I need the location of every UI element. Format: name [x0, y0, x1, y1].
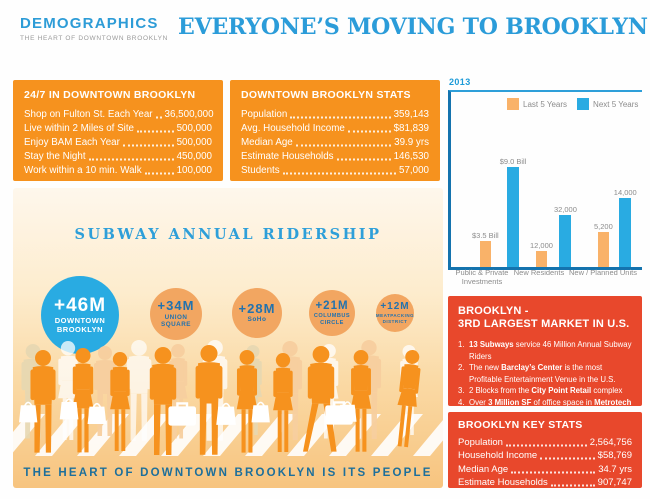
page-title: EVERYONE’S MOVING TO BROOKLYN	[178, 14, 648, 40]
stat-label: Estimate Households	[458, 477, 548, 488]
ridership-value: +12M	[380, 300, 410, 312]
ridership-circle	[232, 288, 282, 338]
stats-box-downtown-heading: DOWNTOWN BROOKLYN STATS	[241, 89, 411, 101]
stat-label: Live within 2 Miles of Site	[24, 123, 134, 134]
stat-value: 36,500,000	[164, 109, 214, 120]
dotted-leader	[348, 131, 391, 133]
bar-value-label: 5,200	[594, 222, 613, 231]
stat-row	[458, 476, 632, 490]
market-box-heading-line2: 3RD LARGEST MARKET IN U.S.	[458, 318, 630, 330]
bar-column	[530, 241, 553, 267]
dotted-leader	[156, 117, 162, 119]
dotted-leader	[89, 159, 174, 161]
stat-value: 2,564,756	[589, 436, 632, 448]
stat-label: Stay the Night	[24, 151, 86, 162]
bar-value-label: 12,000	[530, 241, 553, 250]
ridership-value: +28M	[238, 300, 276, 316]
ridership-value: +46M	[53, 294, 107, 316]
stat-value: 907,747	[597, 477, 632, 488]
category-label: New / Planned Units	[569, 268, 637, 277]
stat-value: 100,000	[176, 165, 212, 176]
market-item-number: 3.	[458, 386, 465, 395]
bar-group	[530, 205, 577, 267]
market-list-item	[458, 385, 632, 397]
people-crowd-illustration	[13, 338, 443, 460]
bar-column	[614, 188, 637, 267]
stat-row	[24, 135, 212, 149]
legend-label: Next 5 Years	[593, 99, 639, 109]
market-item-number: 2.	[458, 363, 465, 372]
stat-value: 146,530	[393, 151, 429, 162]
ridership-circle	[309, 290, 355, 336]
dotted-leader	[506, 444, 587, 446]
stat-label: Population	[458, 436, 503, 448]
bar	[559, 215, 571, 267]
dotted-leader	[283, 173, 396, 175]
key-stats-box	[448, 412, 642, 488]
legend-label: Last 5 Years	[523, 99, 568, 109]
stat-row	[458, 435, 632, 449]
dotted-leader	[337, 159, 391, 161]
chart-title: 2013	[449, 77, 471, 87]
stat-label: Avg. Household Income	[241, 123, 345, 134]
bar	[619, 198, 631, 267]
market-item-text: Over 3 Million SF of office space in Metrotech	[469, 397, 632, 407]
market-box-heading-line1: BROOKLYN -	[458, 305, 529, 317]
bar-column	[500, 157, 527, 267]
stat-row	[458, 449, 632, 463]
market-box	[448, 296, 642, 406]
panel-caption: THE HEART OF DOWNTOWN BROOKLYN IS ITS PEOPLE	[23, 467, 433, 479]
market-item-number: 4.	[458, 397, 465, 407]
bar-value-label: 32,000	[553, 205, 577, 214]
ridership-panel	[13, 188, 443, 488]
market-list-item	[458, 397, 632, 409]
stat-label: Estimate Households	[241, 151, 334, 162]
stat-label: Median Age	[241, 137, 293, 148]
ridership-circle	[376, 294, 414, 332]
bar-value-label: 14,000	[613, 188, 637, 197]
stat-value: 500,000	[176, 137, 212, 148]
stats-box-247-heading: 24/7 IN DOWNTOWN BROOKLYN	[24, 89, 196, 101]
dotted-leader	[137, 131, 174, 133]
bar	[507, 167, 519, 267]
investment-bar-chart	[448, 77, 644, 291]
stat-row	[241, 135, 429, 149]
chart-category-labels	[448, 269, 639, 291]
stats-box-downtown	[230, 80, 440, 181]
ridership-label: DOWNTOWN BROOKLYN	[54, 316, 106, 335]
ridership-label: COLUMBUS CIRCLE	[313, 312, 351, 326]
ridership-value: +21M	[315, 299, 349, 312]
ridership-label: MEATPACKING DISTRICT	[375, 313, 415, 324]
stat-label: Enjoy BAM Each Year	[24, 137, 120, 148]
bar	[480, 241, 491, 267]
market-list	[458, 339, 632, 408]
stat-row	[458, 462, 632, 476]
stat-row	[24, 163, 212, 177]
dotted-leader	[123, 145, 174, 147]
stat-row	[241, 163, 429, 177]
bar-column	[554, 205, 577, 267]
bar-value-label: $3.5 Bill	[472, 231, 499, 240]
market-list-item	[458, 362, 632, 385]
stats-box-downtown-rows	[241, 107, 429, 177]
bar	[536, 251, 547, 267]
dotted-leader	[551, 485, 595, 487]
bar-column	[594, 222, 613, 267]
ridership-label: SoHo	[247, 316, 267, 324]
bar-group	[472, 157, 526, 267]
ridership-value: +34M	[157, 298, 195, 314]
stat-value: $81,839	[393, 123, 429, 134]
market-item-text: The new Barclay’s Center is the most Profitable Entertainment Venue in the U.S.	[469, 363, 616, 384]
stat-label: Students	[241, 165, 280, 176]
bar-group	[594, 188, 637, 267]
key-stats-rows	[458, 435, 632, 489]
dotted-leader	[296, 145, 391, 147]
legend-swatch	[507, 98, 519, 110]
bar	[598, 232, 609, 267]
key-stats-heading: BROOKLYN KEY STATS	[458, 419, 583, 431]
stat-value: 34.7 yrs	[598, 463, 632, 475]
stat-row	[241, 107, 429, 121]
legend-item	[507, 98, 567, 110]
stat-value: $58,769	[597, 450, 632, 461]
stat-value: 57,000	[399, 165, 429, 176]
bar-value-label: $9.0 Bill	[499, 157, 527, 166]
category-label: Public & Private Investments	[455, 268, 509, 286]
logo-text: DEMOGRAPHICS	[20, 15, 159, 32]
stat-value: 359,143	[393, 109, 429, 120]
stat-label: Median Age	[458, 463, 509, 475]
market-item-text: 13 Subways service 46 Million Annual Subway Riders	[469, 340, 632, 361]
stat-label: Household Income	[458, 450, 538, 461]
dotted-leader	[145, 173, 174, 175]
stat-label: Population	[241, 109, 288, 120]
market-item-number: 1.	[458, 340, 465, 349]
market-item-text: 2 Blocks from the City Point Retail complex	[469, 386, 623, 395]
stat-row	[241, 149, 429, 163]
ridership-heading: SUBWAY ANNUAL RIDERSHIP	[74, 226, 382, 243]
logo-tagline: THE HEART OF DOWNTOWN BROOKLYN	[20, 35, 169, 42]
market-list-item	[458, 339, 632, 362]
chart-plot-area	[448, 90, 642, 270]
stat-row	[24, 121, 212, 135]
stat-label: Work within a 10 min. Walk	[24, 165, 142, 176]
bar-column	[472, 231, 499, 267]
stat-row	[241, 121, 429, 135]
legend-swatch	[577, 98, 589, 110]
stats-box-247-rows	[24, 107, 212, 177]
stat-value: 450,000	[176, 151, 212, 162]
dotted-leader	[290, 117, 390, 119]
ridership-label: UNION SQUARE	[161, 313, 191, 329]
stat-row	[24, 107, 212, 121]
stat-row	[24, 149, 212, 163]
stat-label: Shop on Fulton St. Each Year	[24, 109, 153, 120]
logo-block	[20, 15, 168, 42]
dotted-leader	[540, 458, 594, 460]
stat-value: 39.9 yrs	[394, 137, 429, 148]
legend-item	[577, 98, 638, 110]
chart-legend	[507, 98, 638, 110]
ridership-circle	[150, 288, 202, 340]
category-label: New Residents	[513, 268, 565, 277]
stat-value: 500,000	[176, 123, 212, 134]
dotted-leader	[511, 471, 595, 473]
stats-box-247	[13, 80, 223, 181]
